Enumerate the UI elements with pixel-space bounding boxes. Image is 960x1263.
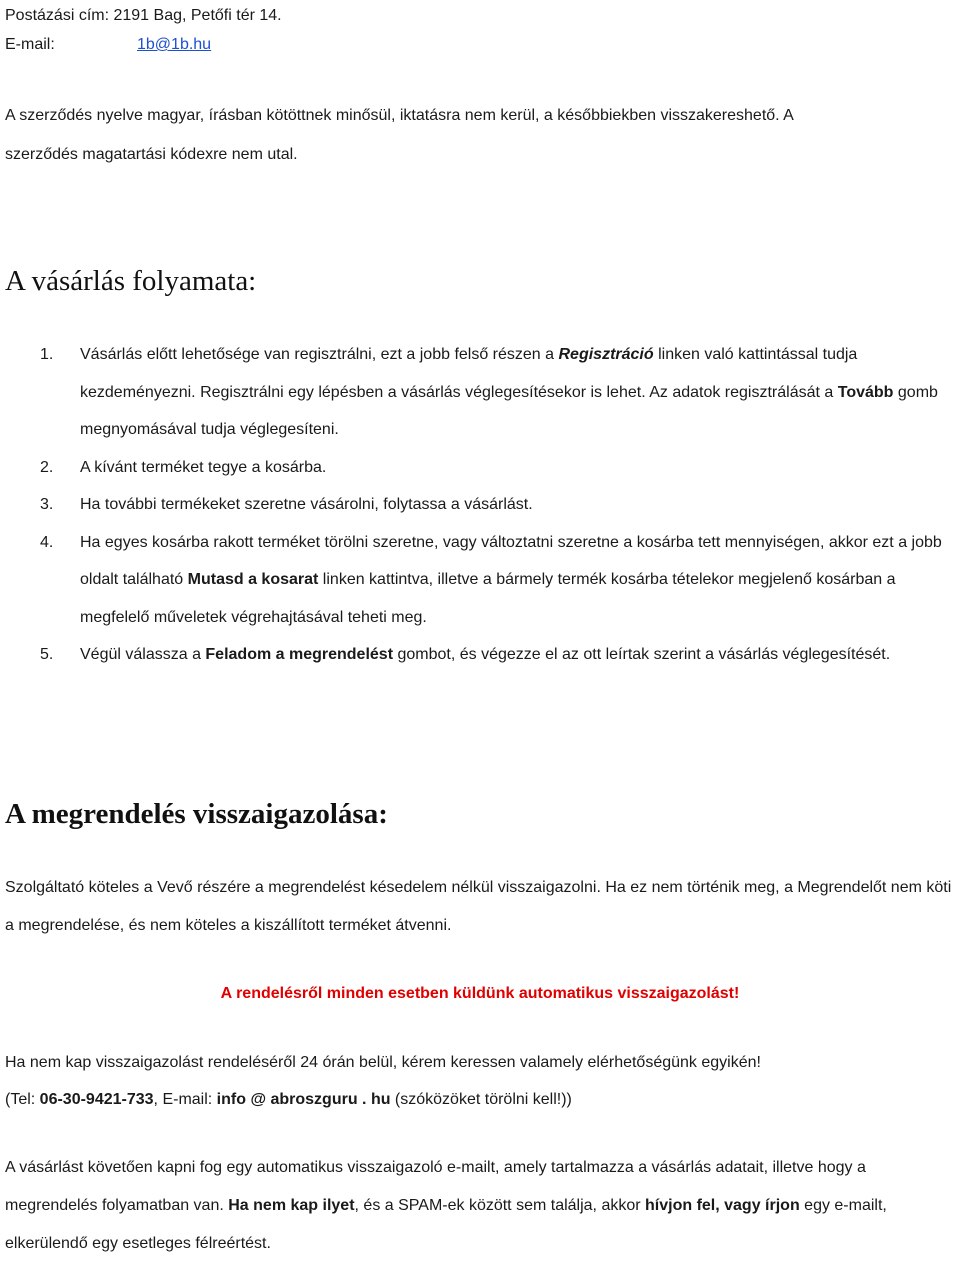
bold-italic-text: Regisztráció <box>558 346 654 363</box>
confirmation-obligation-para <box>5 869 955 945</box>
bold-text: Feladom a megrendelést <box>205 646 394 663</box>
automatic-confirmation-notice: A rendelésről minden esetben küldünk automatikus visszaigazolást! <box>220 985 740 1002</box>
text-segment: , E-mail: <box>153 1091 217 1108</box>
step-number: 4. <box>40 533 54 551</box>
section-heading-order-confirmation: A megrendelés visszaigazolása: <box>5 798 388 830</box>
contact-instruction-line: Ha nem kap visszaigazolást rendeléséről 24 órán belül, kérem keressen valamely elérhetőségünk egyikén! <box>5 1054 761 1071</box>
email-label: E-mail: <box>5 36 55 53</box>
purchase-step <box>5 486 960 524</box>
text-segment: gomb megnyomásával tudja véglegesíteni. <box>80 383 938 438</box>
text-segment: Vásárlás előtt lehetősége van regisztrálni, ezt a jobb felső részen a <box>80 346 559 363</box>
text-segment: Végül válassza a <box>80 646 206 663</box>
confirmation-obligation-text: Szolgáltató köteles a Vevő részére a megrendelést késedelem nélkül visszaigazolni. Ha ez nem történik meg, a Megrendelőt nem köti a megrendelése, és nem köteles a kiszállított terméket átvenni. <box>5 879 952 934</box>
bold-text: Mutasd a kosarat <box>187 571 319 588</box>
language-para-line1: A szerződés nyelve magyar, írásban kötöttnek minősül, iktatásra nem kerül, a későbbiekben visszakereshető. A <box>5 107 794 124</box>
text-segment: egy e-mailt, elkerülendő egy esetleges félreértést. <box>5 1197 887 1252</box>
section-heading-purchase-process: A vásárlás folyamata: <box>5 265 257 297</box>
text-segment: , és a SPAM-ek között sem találja, akkor <box>354 1197 646 1214</box>
purchase-step <box>5 449 960 487</box>
purchase-step <box>5 636 960 674</box>
text-segment: linken kattintva, illetve a bármely termék kosárba tételekor megjelenő kosárban a megfelelő műveletek végrehajtásával teheti meg. <box>80 571 896 626</box>
postal-label: Postázási cím: <box>5 7 110 24</box>
final-para-text <box>5 1149 955 1263</box>
email-line <box>5 35 212 55</box>
language-para-line2: szerződés magatartási kódexre nem utal. <box>5 146 298 163</box>
postal-value: 2191 Bag, Petőfi tér 14. <box>113 7 282 24</box>
bold-text: Tovább <box>837 383 894 401</box>
bold-text: info @ abroszguru . hu <box>216 1091 391 1108</box>
bold-text: hívjon fel, vagy írjon <box>645 1197 800 1214</box>
text-segment: (szóközöket törölni kell!)) <box>390 1091 572 1108</box>
text-segment: Ha további termékeket szeretne vásárolni, folytassa a vásárlást. <box>80 496 533 513</box>
step-number: 2. <box>40 458 54 476</box>
bold-text: 06-30-9421-733 <box>39 1091 154 1108</box>
text-segment: (Tel: <box>5 1091 40 1108</box>
purchase-step <box>5 336 960 449</box>
text-segment: Ha egyes kosárba rakott terméket törölni szeretne, vagy változtatni szeretne a kosárba tett mennyiségen, akkor ezt a jobb oldalt található <box>80 533 942 588</box>
step-number: 5. <box>40 646 54 663</box>
purchase-step <box>5 524 960 637</box>
contact-details-line <box>5 1090 572 1110</box>
step-number: 1. <box>40 346 54 363</box>
bold-text: Ha nem kap ilyet <box>228 1197 355 1214</box>
text-segment: A kívánt terméket tegye a kosárba. <box>80 458 327 476</box>
text-segment: A vásárlást követően kapni fog egy automatikus visszaigazoló e-mailt, amely tartalmazza a vásárlás adatait, illetve hogy a megrendelés folyamatban van. <box>5 1159 866 1214</box>
final-para <box>5 1149 955 1263</box>
text-segment: gombot, és végezze el az ott leírtak szerint a vásárlás véglegesítését. <box>393 646 891 663</box>
step-number: 3. <box>40 496 54 513</box>
email-link[interactable]: 1b@1b.hu <box>137 36 212 53</box>
purchase-steps-list <box>5 336 960 674</box>
postal-address-line <box>5 6 282 26</box>
text-segment: linken való kattintással tudja kezdeményezni. Regisztrálni egy lépésben a vásárlás véglegesítésekor is lehet. Az adatok regisztrálását a <box>80 346 858 401</box>
